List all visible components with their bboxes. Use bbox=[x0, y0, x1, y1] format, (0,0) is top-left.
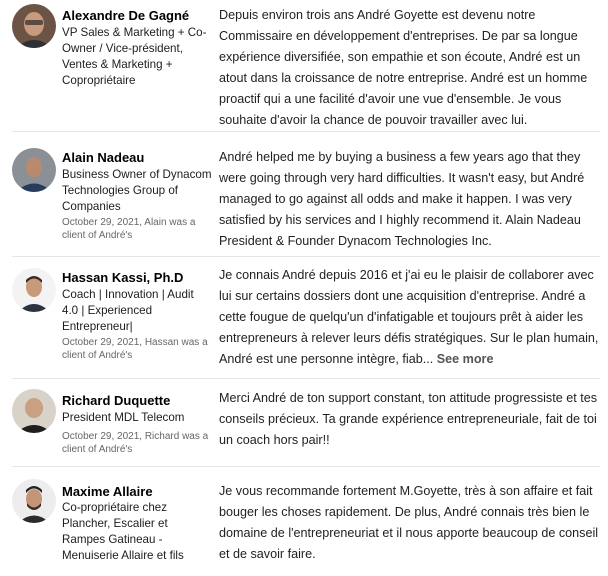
divider bbox=[12, 131, 600, 132]
recommendation-meta: October 29, 2021, Alain was a client of André's bbox=[62, 217, 196, 241]
avatar-maxime[interactable] bbox=[12, 479, 56, 523]
recommender-headline: President MDL Telecom bbox=[62, 411, 185, 424]
recommendation-text bbox=[219, 265, 601, 370]
recommender-name[interactable]: Alexandre De Gagné bbox=[62, 8, 190, 23]
avatar-alexandre[interactable] bbox=[12, 4, 56, 48]
divider bbox=[12, 378, 600, 379]
divider bbox=[12, 256, 600, 257]
recommendation-text: Je vous recommande fortement M.Goyette, très à son affaire et fait bouger les choses rapidement. De plus, André connais très bien le domaine de l'entrepreneuriat et il nous apporte beaucoup de conseil et de savoir faire. bbox=[219, 484, 599, 561]
divider bbox=[12, 466, 600, 467]
recommender-headline: Coach | Innovation | Audit 4.0 | Experienced Entrepreneur| bbox=[62, 288, 194, 333]
recommendation-meta: October 29, 2021, Richard was a client of André's bbox=[62, 431, 209, 455]
recommendation-text: Depuis environ trois ans André Goyette est devenu notre Commissaire en développement d'entreprises. De par sa longue expérience diversifiée, son empathie et son écoute, André est un atout dans la croissance de notre entreprise. André est un homme proactif qui a une facilité d'avoir une vue d'ensemble. Je vous souhaite d'avoir la chance de pouvoir travailler avec lui. bbox=[219, 8, 588, 127]
recommender-headline: Co-propriétaire chez Plancher, Escalier et Rampes Gatineau - Menuiserie Allaire et fils bbox=[62, 501, 184, 562]
see-more-link[interactable]: See more bbox=[436, 352, 494, 366]
recommender-name[interactable]: Maxime Allaire bbox=[62, 484, 153, 499]
recommendation-text-content: Je connais André depuis 2016 et j'ai eu le plaisir de collaborer avec lui sur certains dossiers dont une acquisition d'entreprise. André a cette fougue de quelqu'un d'infatigable et toujours prêt à aider les entrepreneurs à relever leurs défis stratégiques. Sur le plan humain, André est une personne intègre, fiab... bbox=[219, 268, 599, 366]
recommendation-text: André helped me by buying a business a few years ago that they were going through very hard difficulties. It wasn't easy, but André managed to go against all odds and make it happen. I was very satisfied by his services and I highly recommend it. Alain Nadeau President & Founder Dynacom Technologies Inc. bbox=[219, 150, 585, 248]
recommender-headline: VP Sales & Marketing + Co-Owner / Vice-président, Ventes & Marketing + Copropriétaire bbox=[62, 26, 207, 87]
avatar-alain[interactable] bbox=[12, 148, 56, 192]
recommender-name[interactable]: Alain Nadeau bbox=[62, 150, 145, 165]
recommendation-text: Merci André de ton support constant, ton attitude progressiste et tes conseils précieux. Ta grande expérience entrepreneuriale, fait de toi un coach hors pair!! bbox=[219, 391, 598, 447]
recommendation-meta: October 29, 2021, Hassan was a client of André's bbox=[62, 337, 208, 361]
recommender-name[interactable]: Hassan Kassi, Ph.D bbox=[62, 270, 184, 285]
avatar-richard[interactable] bbox=[12, 389, 56, 433]
avatar-hassan[interactable] bbox=[12, 268, 56, 312]
recommender-headline: Business Owner of Dynacom Technologies Group of Companies bbox=[62, 168, 212, 213]
recommender-name[interactable]: Richard Duquette bbox=[62, 393, 171, 408]
